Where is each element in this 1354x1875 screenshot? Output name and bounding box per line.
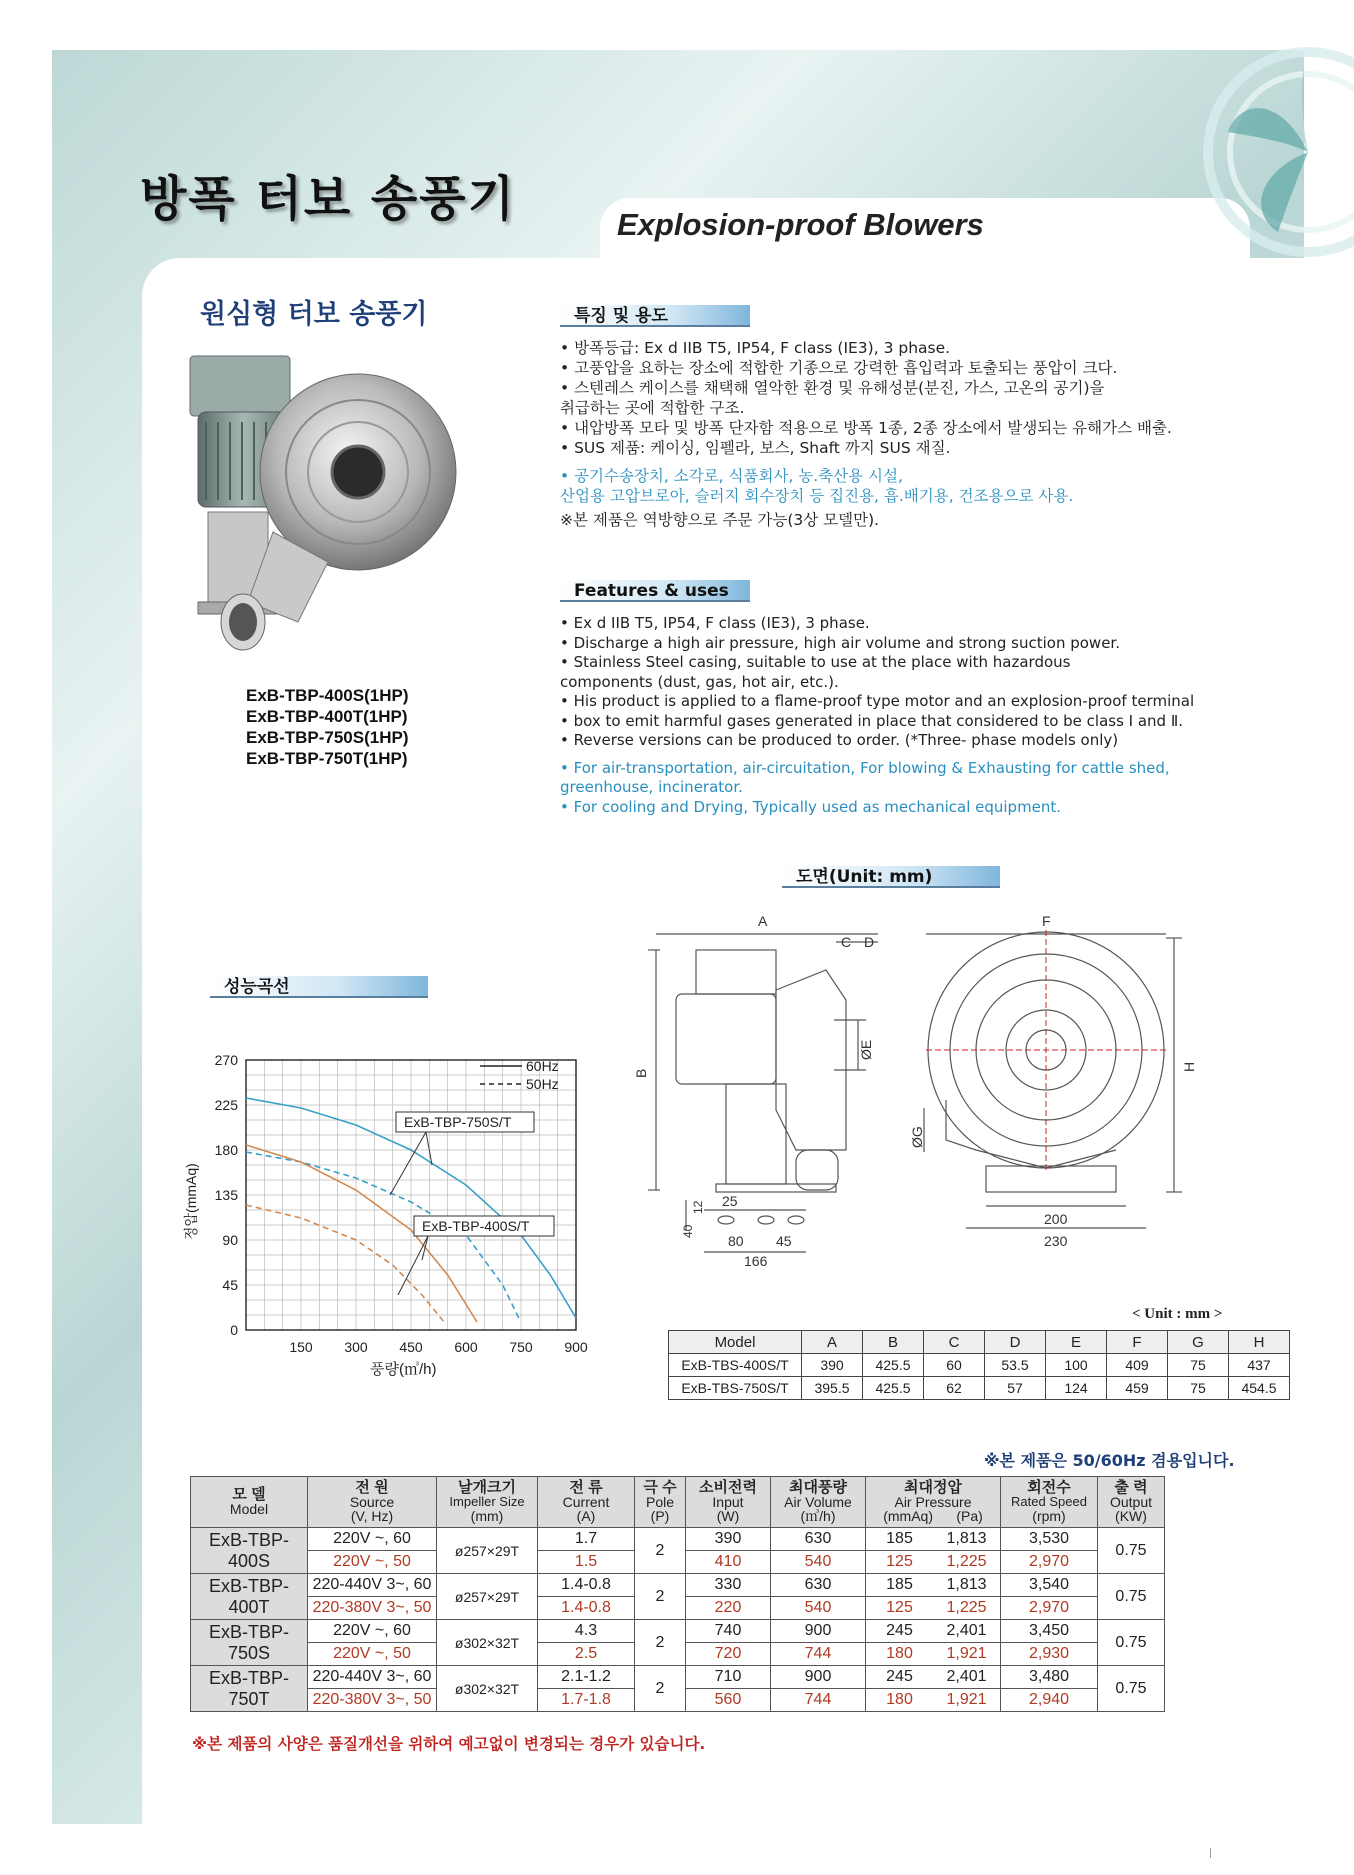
spec-cell: 540: [771, 1597, 866, 1620]
spec-cell: 2: [635, 1620, 686, 1666]
spec-cell: ø257×29T: [437, 1574, 538, 1620]
table-cell: ExB-TBS-400S/T: [669, 1354, 802, 1377]
spec-cell: 2,970: [1001, 1597, 1098, 1620]
spec-cell: ø302×32T: [437, 1666, 538, 1712]
dim-label: 80: [728, 1233, 744, 1249]
spec-cell: 4.3: [538, 1620, 635, 1643]
spec-cell: 220V ~, 60: [308, 1620, 437, 1643]
spec-cell: 0.75: [1098, 1574, 1165, 1620]
chart-xlabel: 풍량(㎥/h): [370, 1361, 437, 1378]
spec-cell: 2,401: [946, 1622, 987, 1639]
y-tick-label: 270: [214, 1052, 238, 1068]
annotation-400: ExB-TBP-400S/T: [422, 1218, 530, 1234]
spec-cell: ExB-TBP-750S: [191, 1620, 308, 1666]
feature-ko-bullet: • 방폭등급: Ex d IIB T5, IP54, F class (IE3), 3 phase.: [560, 339, 951, 357]
spec-cell: ExB-TBP-400T: [191, 1574, 308, 1620]
spec-header: 출 력 Output (KW): [1098, 1477, 1165, 1528]
feature-ko-bullet: • 스텐레스 케이스를 채택해 열악한 환경 및 유해성분(분진, 가스, 고온의 공기)을: [560, 379, 1105, 397]
table-cell: 60: [924, 1354, 985, 1377]
spec-cell: 900: [771, 1620, 866, 1643]
hz-note: ※본 제품은 50/60Hz 겸용입니다.: [984, 1451, 1235, 1470]
feature-ko-use: • 공기수송장치, 소각로, 식품회사, 농.축산용 시설,: [560, 467, 903, 485]
spec-cell: 220V ~, 60: [308, 1528, 437, 1551]
footnote: ※본 제품의 사양은 품질개선을 위하여 예고없이 변경되는 경우가 있습니다.: [192, 1735, 706, 1753]
table-cell: 459: [1107, 1377, 1168, 1400]
spec-cell: 220V ~, 50: [308, 1551, 437, 1574]
legend-60hz: 60Hz: [526, 1058, 559, 1074]
table-header: F: [1107, 1331, 1168, 1354]
model-list-item: ExB-TBP-400T(1HP): [246, 707, 408, 726]
spec-cell: 0.75: [1098, 1666, 1165, 1712]
dim-label: B: [633, 1068, 649, 1078]
spec-cell: 125: [886, 1599, 913, 1616]
feature-en-bullet: • box to emit harmful gases generated in place that considered to be class Ⅰ and Ⅱ.: [560, 711, 1183, 730]
spec-cell: 3,480: [1001, 1666, 1098, 1689]
spec-cell: 0.75: [1098, 1620, 1165, 1666]
dim-label: ØG: [909, 1126, 925, 1148]
spec-cell: 1.5: [538, 1551, 635, 1574]
spec-cell: 900: [771, 1666, 866, 1689]
spec-header: 전 류 Current (A): [538, 1477, 635, 1528]
table-row: [669, 1354, 1290, 1377]
feature-ko-bullet: • 내압방폭 모타 및 방폭 단자함 적용으로 방폭 1종, 2종 장소에서 발생되는 유해가스 배출.: [560, 419, 1172, 437]
spec-cell: 2.5: [538, 1643, 635, 1666]
spec-cell: [866, 1551, 1001, 1574]
spec-table: [190, 1476, 1165, 1712]
table-header-row: [669, 1331, 1290, 1354]
spec-cell: 3,450: [1001, 1620, 1098, 1643]
spec-cell: 245: [886, 1622, 913, 1639]
spec-cell: [866, 1666, 1001, 1689]
features-ko-text: [560, 338, 1172, 530]
spec-cell: 710: [686, 1666, 771, 1689]
model-list: [246, 685, 409, 769]
feature-en-use: greenhouse, incinerator.: [560, 778, 743, 796]
y-tick-label: 45: [222, 1277, 238, 1293]
x-tick-label: 450: [399, 1339, 423, 1355]
spec-cell: 180: [886, 1645, 913, 1662]
dim-label: A: [758, 913, 768, 929]
spec-header: 날개크기 Impeller Size (mm): [437, 1477, 538, 1528]
spec-cell: 540: [771, 1551, 866, 1574]
y-tick-label: 225: [214, 1097, 238, 1113]
spec-row: [191, 1528, 1165, 1551]
spec-cell: 2,401: [946, 1668, 987, 1685]
spec-header: 모 델 Model: [191, 1477, 308, 1528]
table-cell: 395.5: [802, 1377, 863, 1400]
page-tick: [1210, 1848, 1211, 1858]
table-header: A: [802, 1331, 863, 1354]
spec-cell: 125: [886, 1553, 913, 1570]
table-header: E: [1046, 1331, 1107, 1354]
spec-cell: 1.7: [538, 1528, 635, 1551]
fan-logo-icon: [1198, 52, 1304, 252]
spec-cell: 410: [686, 1551, 771, 1574]
spec-header: 최대풍량 Air Volume (㎥/h): [771, 1477, 866, 1528]
table-cell: 57: [985, 1377, 1046, 1400]
spec-cell: 720: [686, 1643, 771, 1666]
x-tick-label: 750: [509, 1339, 533, 1355]
table-cell: 53.5: [985, 1354, 1046, 1377]
table-cell: 75: [1168, 1377, 1229, 1400]
spec-cell: 1.4-0.8: [538, 1597, 635, 1620]
spec-cell: 185: [886, 1530, 913, 1547]
spec-cell: 220: [686, 1597, 771, 1620]
feature-ko-bullet: • 고풍압을 요하는 장소에 적합한 기종으로 강력한 흡입력과 토출되는 풍압이 크다.: [560, 359, 1118, 377]
spec-header: 전 원 Source (V, Hz): [308, 1477, 437, 1528]
table-header: Model: [669, 1331, 802, 1354]
spec-cell: 744: [771, 1643, 866, 1666]
spec-cell: ExB-TBP-400S: [191, 1528, 308, 1574]
spec-cell: 740: [686, 1620, 771, 1643]
dim-label: 166: [744, 1253, 768, 1269]
dim-label: H: [1181, 1061, 1197, 1072]
spec-cell: ø302×32T: [437, 1620, 538, 1666]
table-cell: 124: [1046, 1377, 1107, 1400]
table-cell: 409: [1107, 1354, 1168, 1377]
product-heading: 원심형 터보 송풍기: [200, 299, 428, 330]
x-tick-label: 600: [454, 1339, 478, 1355]
spec-cell: 330: [686, 1574, 771, 1597]
spec-row: [191, 1666, 1165, 1689]
feature-en-bullet: • His product is applied to a flame-proof type motor and an explosion-proof terminal: [560, 692, 1195, 710]
spec-cell: ExB-TBP-750T: [191, 1666, 308, 1712]
feature-en-bullet: components (dust, gas, hot air, etc.).: [560, 672, 839, 691]
spec-cell: 180: [886, 1691, 913, 1708]
spec-cell: 1.7-1.8: [538, 1689, 635, 1712]
spec-cell: 2: [635, 1666, 686, 1712]
y-tick-label: 90: [222, 1232, 238, 1248]
spec-cell: 560: [686, 1689, 771, 1712]
model-list-item: ExB-TBP-750T(1HP): [246, 749, 408, 768]
spec-cell: 1,225: [946, 1553, 987, 1570]
dim-label: 25: [722, 1193, 738, 1209]
spec-cell: [866, 1689, 1001, 1712]
model-list-item: ExB-TBP-750S(1HP): [246, 728, 409, 747]
spec-header-row: [191, 1477, 1165, 1528]
dim-label: D: [864, 934, 875, 950]
feature-ko-bullet: • SUS 제품: 케이싱, 임펠라, 보스, Shaft 까지 SUS 재질.: [560, 439, 951, 457]
spec-header: 극 수 Pole (P): [635, 1477, 686, 1528]
spec-cell: ø257×29T: [437, 1528, 538, 1574]
spec-cell: 3,540: [1001, 1574, 1098, 1597]
dim-label: 200: [1044, 1211, 1068, 1227]
spec-cell: 744: [771, 1689, 866, 1712]
features-en-heading: Features & uses: [560, 580, 750, 602]
feature-en-use: • For air-transportation, air-circuitation, For blowing & Exhausting for cattle shed,: [560, 758, 1170, 777]
feature-en-bullet: • Discharge a high air pressure, high air volume and strong suction power.: [560, 633, 1120, 652]
blower-photo: [188, 352, 458, 672]
dim-label: C: [841, 934, 852, 950]
feature-en-use: • For cooling and Drying, Typically used as mechanical equipment.: [560, 797, 1062, 816]
spec-cell: 630: [771, 1574, 866, 1597]
dimension-drawing: [633, 910, 1266, 1290]
chart-heading: 성능곡선: [210, 976, 428, 998]
spec-cell: 220-380V 3~, 50: [308, 1689, 437, 1712]
features-en-text: [560, 614, 1194, 817]
spec-cell: 2.1-1.2: [538, 1666, 635, 1689]
spec-cell: 245: [886, 1668, 913, 1685]
table-cell: 390: [802, 1354, 863, 1377]
dim-label: 40: [681, 1224, 695, 1238]
spec-cell: 1,921: [946, 1691, 987, 1708]
spec-cell: 2: [635, 1528, 686, 1574]
performance-chart: [183, 1040, 610, 1380]
dim-label: 45: [776, 1233, 792, 1249]
spec-cell: 1,921: [946, 1645, 987, 1662]
spec-cell: 1,813: [946, 1530, 987, 1547]
features-ko-heading: 특징 및 용도: [560, 305, 750, 327]
table-header: C: [924, 1331, 985, 1354]
y-tick-label: 180: [214, 1142, 238, 1158]
x-tick-label: 900: [564, 1339, 588, 1355]
x-tick-label: 150: [289, 1339, 313, 1355]
feature-ko-note: ※본 제품은 역방향으로 주문 가능(3상 모델만).: [560, 511, 880, 529]
spec-header: 소비전력 Input (W): [686, 1477, 771, 1528]
annotation-750: ExB-TBP-750S/T: [404, 1114, 512, 1130]
table-header: D: [985, 1331, 1046, 1354]
spec-cell: 0.75: [1098, 1528, 1165, 1574]
spec-header: 최대정압 Air Pressure (mmAq) (Pa): [866, 1477, 1001, 1528]
dim-label: ØE: [858, 1039, 874, 1060]
table-header: H: [1229, 1331, 1290, 1354]
spec-cell: [866, 1620, 1001, 1643]
table-header: G: [1168, 1331, 1229, 1354]
spec-header: 회전수 Rated Speed (rpm): [1001, 1477, 1098, 1528]
spec-cell: 2,940: [1001, 1689, 1098, 1712]
chart-ylabel: 정압(mmAq): [183, 1163, 199, 1240]
table-cell: 437: [1229, 1354, 1290, 1377]
spec-cell: 2: [635, 1574, 686, 1620]
table-cell: 425.5: [863, 1377, 924, 1400]
table-cell: 100: [1046, 1354, 1107, 1377]
spec-cell: 220-440V 3~, 60: [308, 1574, 437, 1597]
unit-note: < Unit : mm >: [1132, 1306, 1223, 1322]
drawing-heading: 도면(Unit: mm): [782, 866, 1000, 888]
spec-cell: 630: [771, 1528, 866, 1551]
feature-ko-use: 산업용 고압브로아, 슬러지 회수장치 등 집진용, 흡.배기용, 건조용으로 사용.: [560, 487, 1074, 505]
dim-label: 12: [691, 1200, 705, 1214]
y-tick-label: 135: [214, 1187, 238, 1203]
spec-cell: 1,813: [946, 1576, 987, 1593]
x-tick-label: 300: [344, 1339, 368, 1355]
dimension-table: [668, 1330, 1290, 1400]
feature-ko-bullet: 취급하는 곳에 적합한 구조.: [560, 399, 745, 417]
spec-cell: 3,530: [1001, 1528, 1098, 1551]
page-title: 방폭 터보 송풍기: [140, 171, 516, 227]
page-subtitle: Explosion-proof Blowers: [617, 207, 984, 242]
spec-row: [191, 1574, 1165, 1597]
table-cell: ExB-TBS-750S/T: [669, 1377, 802, 1400]
table-header: B: [863, 1331, 924, 1354]
spec-cell: 2,970: [1001, 1551, 1098, 1574]
spec-cell: [866, 1574, 1001, 1597]
model-list-item: ExB-TBP-400S(1HP): [246, 686, 409, 705]
dim-label: F: [1042, 913, 1051, 929]
spec-cell: 220-440V 3~, 60: [308, 1666, 437, 1689]
table-cell: 75: [1168, 1354, 1229, 1377]
table-cell: 62: [924, 1377, 985, 1400]
table-cell: 425.5: [863, 1354, 924, 1377]
spec-cell: 1.4-0.8: [538, 1574, 635, 1597]
spec-cell: 220V ~, 50: [308, 1643, 437, 1666]
spec-cell: 185: [886, 1576, 913, 1593]
dim-label: 230: [1044, 1233, 1068, 1249]
spec-cell: [866, 1528, 1001, 1551]
legend-50hz: 50Hz: [526, 1076, 559, 1092]
table-cell: 454.5: [1229, 1377, 1290, 1400]
spec-cell: 1,225: [946, 1599, 987, 1616]
spec-cell: [866, 1597, 1001, 1620]
spec-row: [191, 1620, 1165, 1643]
feature-en-bullet: • Ex d IIB T5, IP54, F class (IE3), 3 phase.: [560, 614, 870, 632]
spec-cell: 390: [686, 1528, 771, 1551]
spec-cell: 220-380V 3~, 50: [308, 1597, 437, 1620]
spec-cell: [866, 1643, 1001, 1666]
feature-en-bullet: • Stainless Steel casing, suitable to use at the place with hazardous: [560, 653, 1071, 671]
feature-en-bullet: • Reverse versions can be produced to order. (*Three- phase models only): [560, 731, 1119, 749]
spec-cell: 2,930: [1001, 1643, 1098, 1666]
table-row: [669, 1377, 1290, 1400]
y-tick-label: 0: [230, 1322, 238, 1338]
